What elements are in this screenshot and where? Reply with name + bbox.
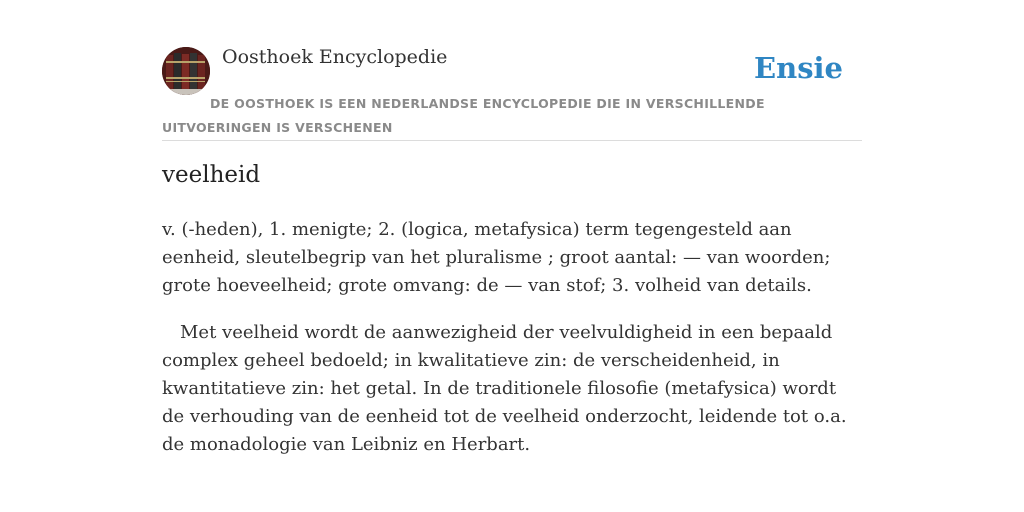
- article-title: veelheid: [162, 162, 261, 188]
- explanation-paragraph: Met veelheid wordt de aanwezigheid der veelvuldigheid in een bepaald complex geheel bedoeld; in kwalitatieve zin: de verscheidenheid, in kwantitatieve zin: het getal. In de traditionele filosofie (metafysica) wordt de verhouding van de eenheid tot de veelheid onderzocht, leidende tot o.a. de monadologie van Leibniz en Herbart.: [162, 322, 847, 455]
- site-header: [162, 46, 862, 141]
- definition-paragraph: v. (-heden), 1. menigte; 2. (logica, metafysica) term tegengesteld aan eenheid, sleutelbegrip van het pluralisme ; groot aantal: — van woorden; grote hoeveelheid; grote omvang: de — van stof; 3. volheid van details.: [162, 219, 831, 296]
- site-tagline: DE OOSTHOEK IS EEN NEDERLANDSE ENCYCLOPEDIE DIE IN VERSCHILLENDE UITVOERINGEN IS VERSCHENEN: [162, 96, 765, 135]
- site-name[interactable]: Oosthoek Encyclopedie: [222, 46, 448, 68]
- encyclopedia-books-icon[interactable]: [162, 47, 210, 95]
- article-body: [162, 216, 862, 478]
- brand-logo-link[interactable]: Ensie: [754, 51, 843, 85]
